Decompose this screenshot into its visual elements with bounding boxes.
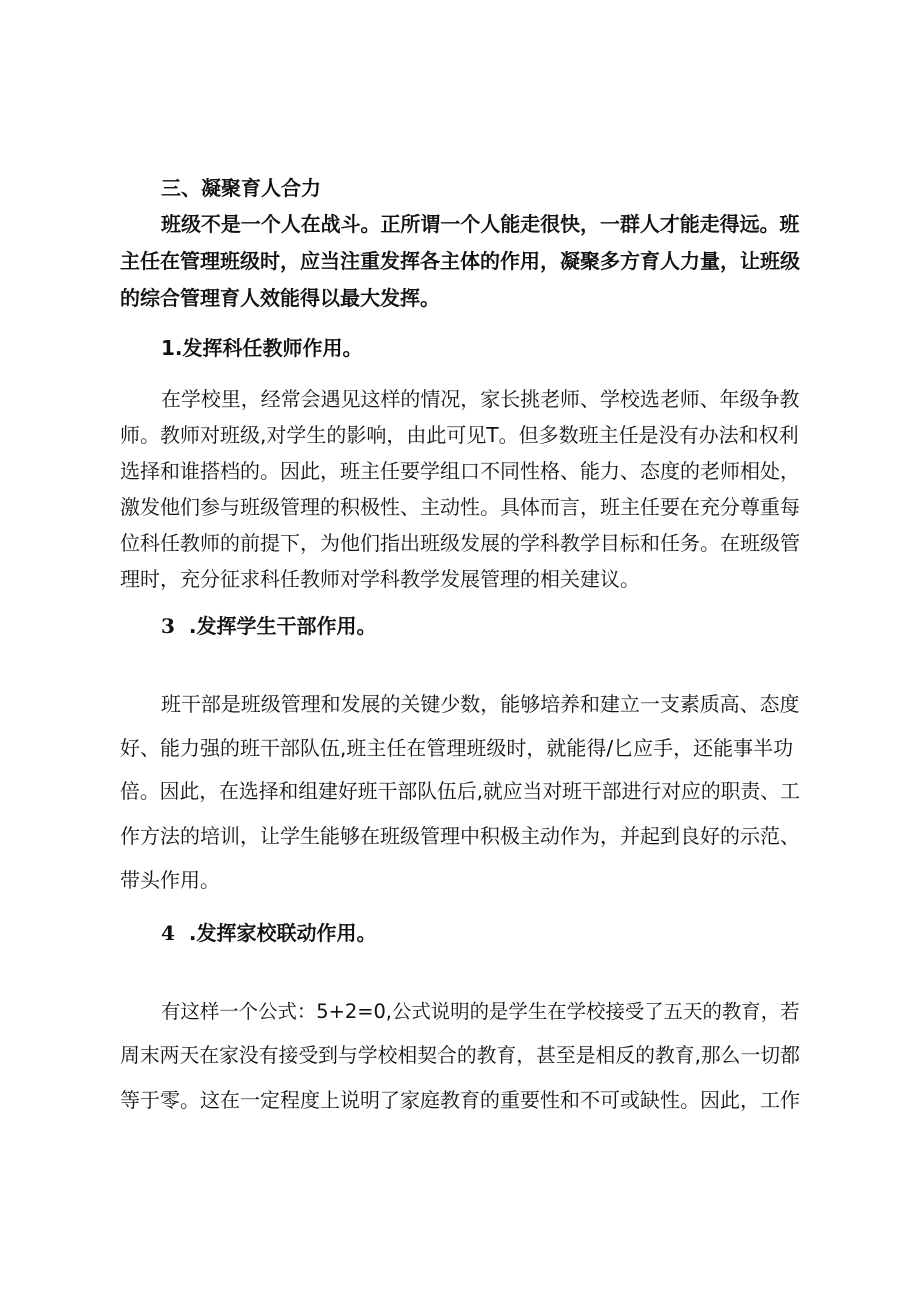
subsection-4-title: .发挥家校联动作用。 bbox=[188, 921, 377, 945]
subsection-4-heading bbox=[161, 918, 377, 948]
subsection-3-title: .发挥学生干部作用。 bbox=[188, 614, 377, 638]
subsection-3-number: 3 bbox=[161, 614, 175, 638]
subsection-3-line-5: 带头作用。 bbox=[120, 868, 220, 892]
subsection-1-line-5: 位科任教师的前提下，为他们指出班级发展的学科教学目标和任务。在班级管 bbox=[120, 531, 800, 555]
intro-line-2: 主任在管理班级时，应当注重发挥各主体的作用，凝聚多方育人力量，让班级 bbox=[120, 249, 800, 273]
subsection-4-line-3: 等于零。这在一定程度上说明了家庭教育的重要性和不可或缺性。因此，工作 bbox=[120, 1088, 800, 1112]
subsection-3-line-2: 好、能力强的班干部队伍,班主任在管理班级时，就能得/匕应手，还能事半功 bbox=[120, 736, 794, 760]
subsection-4-line-2: 周末两天在家没有接受到与学校相契合的教育，甚至是相反的教育,那么一切都 bbox=[120, 1044, 800, 1067]
subsection-1-line-6: 理时，充分征求科任教师对学科教学发展管理的相关建议。 bbox=[120, 567, 640, 591]
subsection-3-line-4: 作方法的培训，让学生能够在班级管理中积极主动作为，并起到良好的示范、 bbox=[120, 824, 800, 848]
intro-line-3: 的综合管理育人效能得以最大发挥。 bbox=[120, 286, 440, 310]
subsection-3-heading bbox=[161, 611, 377, 641]
subsection-1-heading bbox=[161, 333, 363, 363]
subsection-4-line-1: 有这样一个公式：5+2=0,公式说明的是学生在学校接受了五天的教育，若 bbox=[161, 1000, 800, 1023]
subsection-3-line-1: 班干部是班级管理和发展的关键少数，能够培养和建立一支素质高、态度 bbox=[161, 692, 800, 716]
subsection-4-number: 4 bbox=[161, 921, 175, 945]
intro-line-1: 班级不是一个人在战斗。正所谓一个人能走很快，一群人才能走得远。班 bbox=[161, 212, 800, 236]
section-title: 三、凝聚育人合力 bbox=[161, 176, 321, 200]
subsection-1-line-4: 激发他们参与班级管理的积极性、主动性。具体而言，班主任要在充分尊重每 bbox=[120, 495, 800, 519]
subsection-1-line-3: 选择和谁搭档的。因此，班主任要学组口不同性格、能力、态度的老师相处， bbox=[120, 459, 800, 483]
subsection-3-line-3: 倍。因此，在选择和组建好班干部队伍后,就应当对班干部进行对应的职责、工 bbox=[120, 780, 800, 803]
subsection-1-title: 发挥科任教师作用。 bbox=[182, 336, 363, 360]
subsection-1-line-1: 在学校里，经常会遇见这样的情况，家长挑老师、学校选老师、年级争教 bbox=[161, 387, 800, 411]
subsection-1-line-2: 师。教师对班级,对学生的影响，由此可见T。但多数班主任是没有办法和权利 bbox=[120, 423, 799, 447]
subsection-1-number: 1. bbox=[161, 336, 183, 360]
